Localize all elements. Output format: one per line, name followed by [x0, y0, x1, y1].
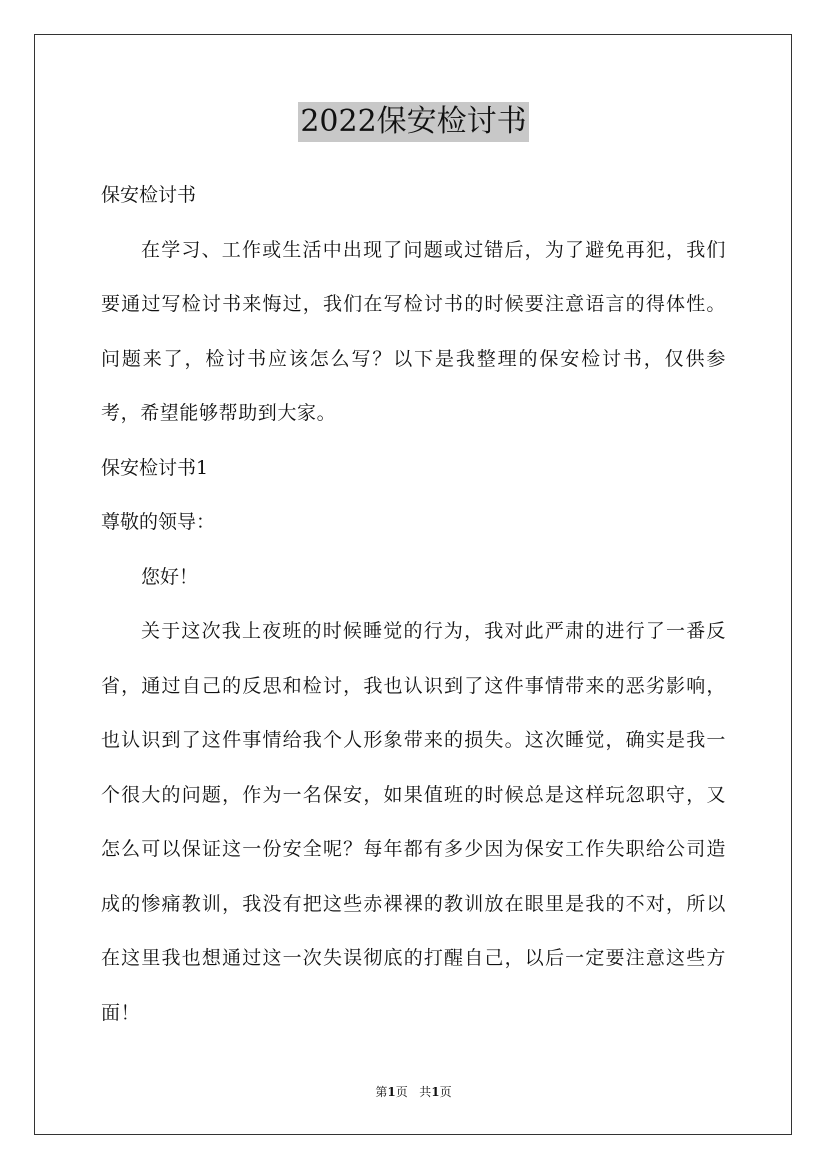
body-paragraph: 关于这次我上夜班的时候睡觉的行为，我对此严肃的进行了一番反省，通过自己的反思和检讨，我也认识到了这件事情带来的恶劣影响，也认识到了这件事情给我个人形象带来的损失。这次睡觉，确实是我一个很大的问题，作为一名保安，如果值班的时候总是这样玩忽职守，又怎么可以保证这一份安全呢？每年都有多少因为保安工作失职给公司造成的惨痛教训，我没有把这些赤裸裸的教训放在眼里是我的不对，所以在这里我也想通过这一次失误彻底的打醒自己，以后一定要注意这些方面！	[101, 620, 726, 1024]
page-number: 1	[387, 1085, 396, 1099]
total-suffix: 页	[439, 1085, 452, 1099]
section-title: 保安检讨书1	[101, 456, 209, 479]
greeting: 您好！	[141, 565, 199, 588]
title-wrap	[0, 102, 827, 142]
salutation: 尊敬的领导：	[101, 511, 216, 533]
page-footer	[0, 1083, 827, 1100]
heading: 保安检讨书	[101, 184, 197, 206]
total-pages: 1	[431, 1085, 440, 1099]
page-suffix: 页	[395, 1085, 408, 1099]
intro-paragraph: 在学习、工作或生活中出现了问题或过错后，为了避免再犯，我们要通过写检讨书来悔过，我们在写检讨书的时候要注意语言的得体性。问题来了，检讨书应该怎么写？以下是我整理的保安检讨书，仅供参考，希望能够帮助到大家。	[101, 238, 726, 424]
document-title: 2022保安检讨书	[298, 102, 528, 142]
page-prefix: 第	[375, 1085, 388, 1099]
total-prefix: 共	[419, 1085, 432, 1099]
document-body	[101, 168, 726, 1040]
